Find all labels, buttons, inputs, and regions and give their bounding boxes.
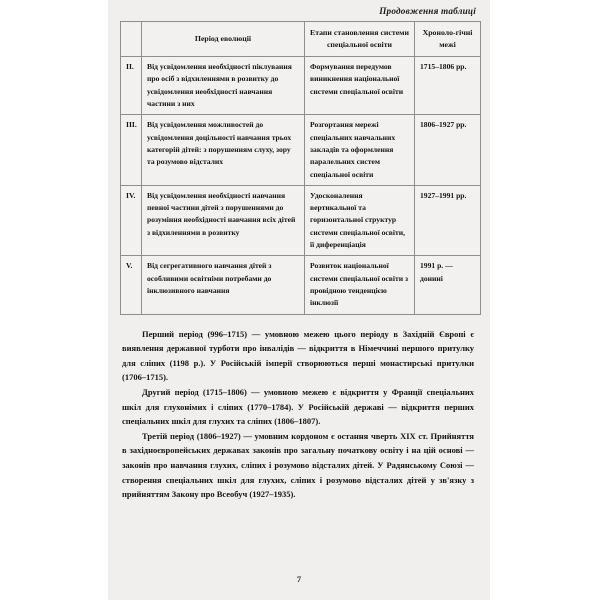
table-row bbox=[121, 115, 481, 185]
page-number: 7 bbox=[296, 574, 302, 584]
table-row bbox=[121, 256, 481, 314]
table-row bbox=[121, 57, 481, 115]
column-header-period: Період еволюції bbox=[142, 22, 305, 57]
cell-stage: Розгортання мережі спеціальних навчальних закладів та оформлення паралельних систем спеціальної освіти bbox=[305, 115, 415, 185]
cell-stage: Формування передумов виникнення національної системи спеціальної освіти bbox=[305, 57, 415, 115]
cell-number: III. bbox=[121, 115, 142, 185]
document-page bbox=[108, 0, 490, 600]
cell-period: Від усвідомлення необхідності піклування про осіб з відхиленнями в розвитку до усвідомлення необхідності навчання частини з них bbox=[142, 57, 305, 115]
page-content bbox=[108, 0, 490, 600]
cell-stage: Розвиток національної системи спеціальної освіти з провідною тенденцією інклюзії bbox=[305, 256, 415, 314]
table-body bbox=[121, 57, 481, 314]
paragraph-third-period: Третій період (1806–1927) — умовним кордоном є остання чверть XIX ст. Прийняття в західноєвропейських державах законів про загальну початкову освіту і на цій основі — законів про навчання глухих, сліпих і розумово відсталих дітей. У Радянському Союзі — створення спеціальних шкіл для глухих, сліпих і розумово відсталих дітей у зв'язку з прийняттям Закону про Всеобуч (1927–1935). bbox=[122, 430, 474, 500]
column-header-stage: Етапи становлення системи спеціальної освіти bbox=[305, 22, 415, 57]
cell-range: 1806–1927 рр. bbox=[415, 115, 481, 185]
cell-number: V. bbox=[121, 256, 142, 314]
column-header-range: Хроноло-гічні межі bbox=[415, 22, 481, 57]
table-row bbox=[121, 185, 481, 255]
column-header-number bbox=[121, 22, 142, 57]
cell-number: IV. bbox=[121, 185, 142, 255]
cell-range: 1715–1806 рр. bbox=[415, 57, 481, 115]
cell-period: Від усвідомлення необхідності навчання певної частини дітей з порушеннями до розуміння необхідності навчання всіх дітей з відхиленнями в розвитку bbox=[142, 185, 305, 255]
table-header-row bbox=[121, 22, 481, 57]
paragraph-second-period: Другий період (1715–1806) — умовною межею є відкриття у Франції спеціальних шкіл для глухонімих і сліпих (1770–1784). У Російській державі — відкриття перших спеціальних шкіл для глухих та сліпих (1806–1807). bbox=[122, 386, 474, 427]
table-header bbox=[121, 22, 481, 57]
cell-range: 1927–1991 рр. bbox=[415, 185, 481, 255]
cell-range: 1991 р. — донині bbox=[415, 256, 481, 314]
continuation-note: Продовження таблиці bbox=[379, 6, 476, 16]
evolution-periods-table bbox=[120, 21, 481, 315]
cell-period: Від сегрегативного навчання дітей з особливими освітніми потребами до інклюзивного навчання bbox=[142, 256, 305, 314]
paragraph-first-period: Перший період (996–1715) — умовною межею цього періоду в Західній Європі є виявлення державної турботи про інвалідів — відкриття в Німеччині першого притулку для сліпих (1198 р.). У Російській імперії створюються перші монастирські притулки (1706–1715). bbox=[122, 328, 474, 383]
cell-period: Від усвідомлення можливостей до усвідомлення доцільності навчання трьох категорій дітей: з порушенням слуху, зору та розумово відсталих bbox=[142, 115, 305, 185]
cell-number: II. bbox=[121, 57, 142, 115]
cell-stage: Удосконалення вертикальної та горизонтальної структур системи спеціальної освіти, її диференціація bbox=[305, 185, 415, 255]
body-text bbox=[118, 327, 480, 502]
